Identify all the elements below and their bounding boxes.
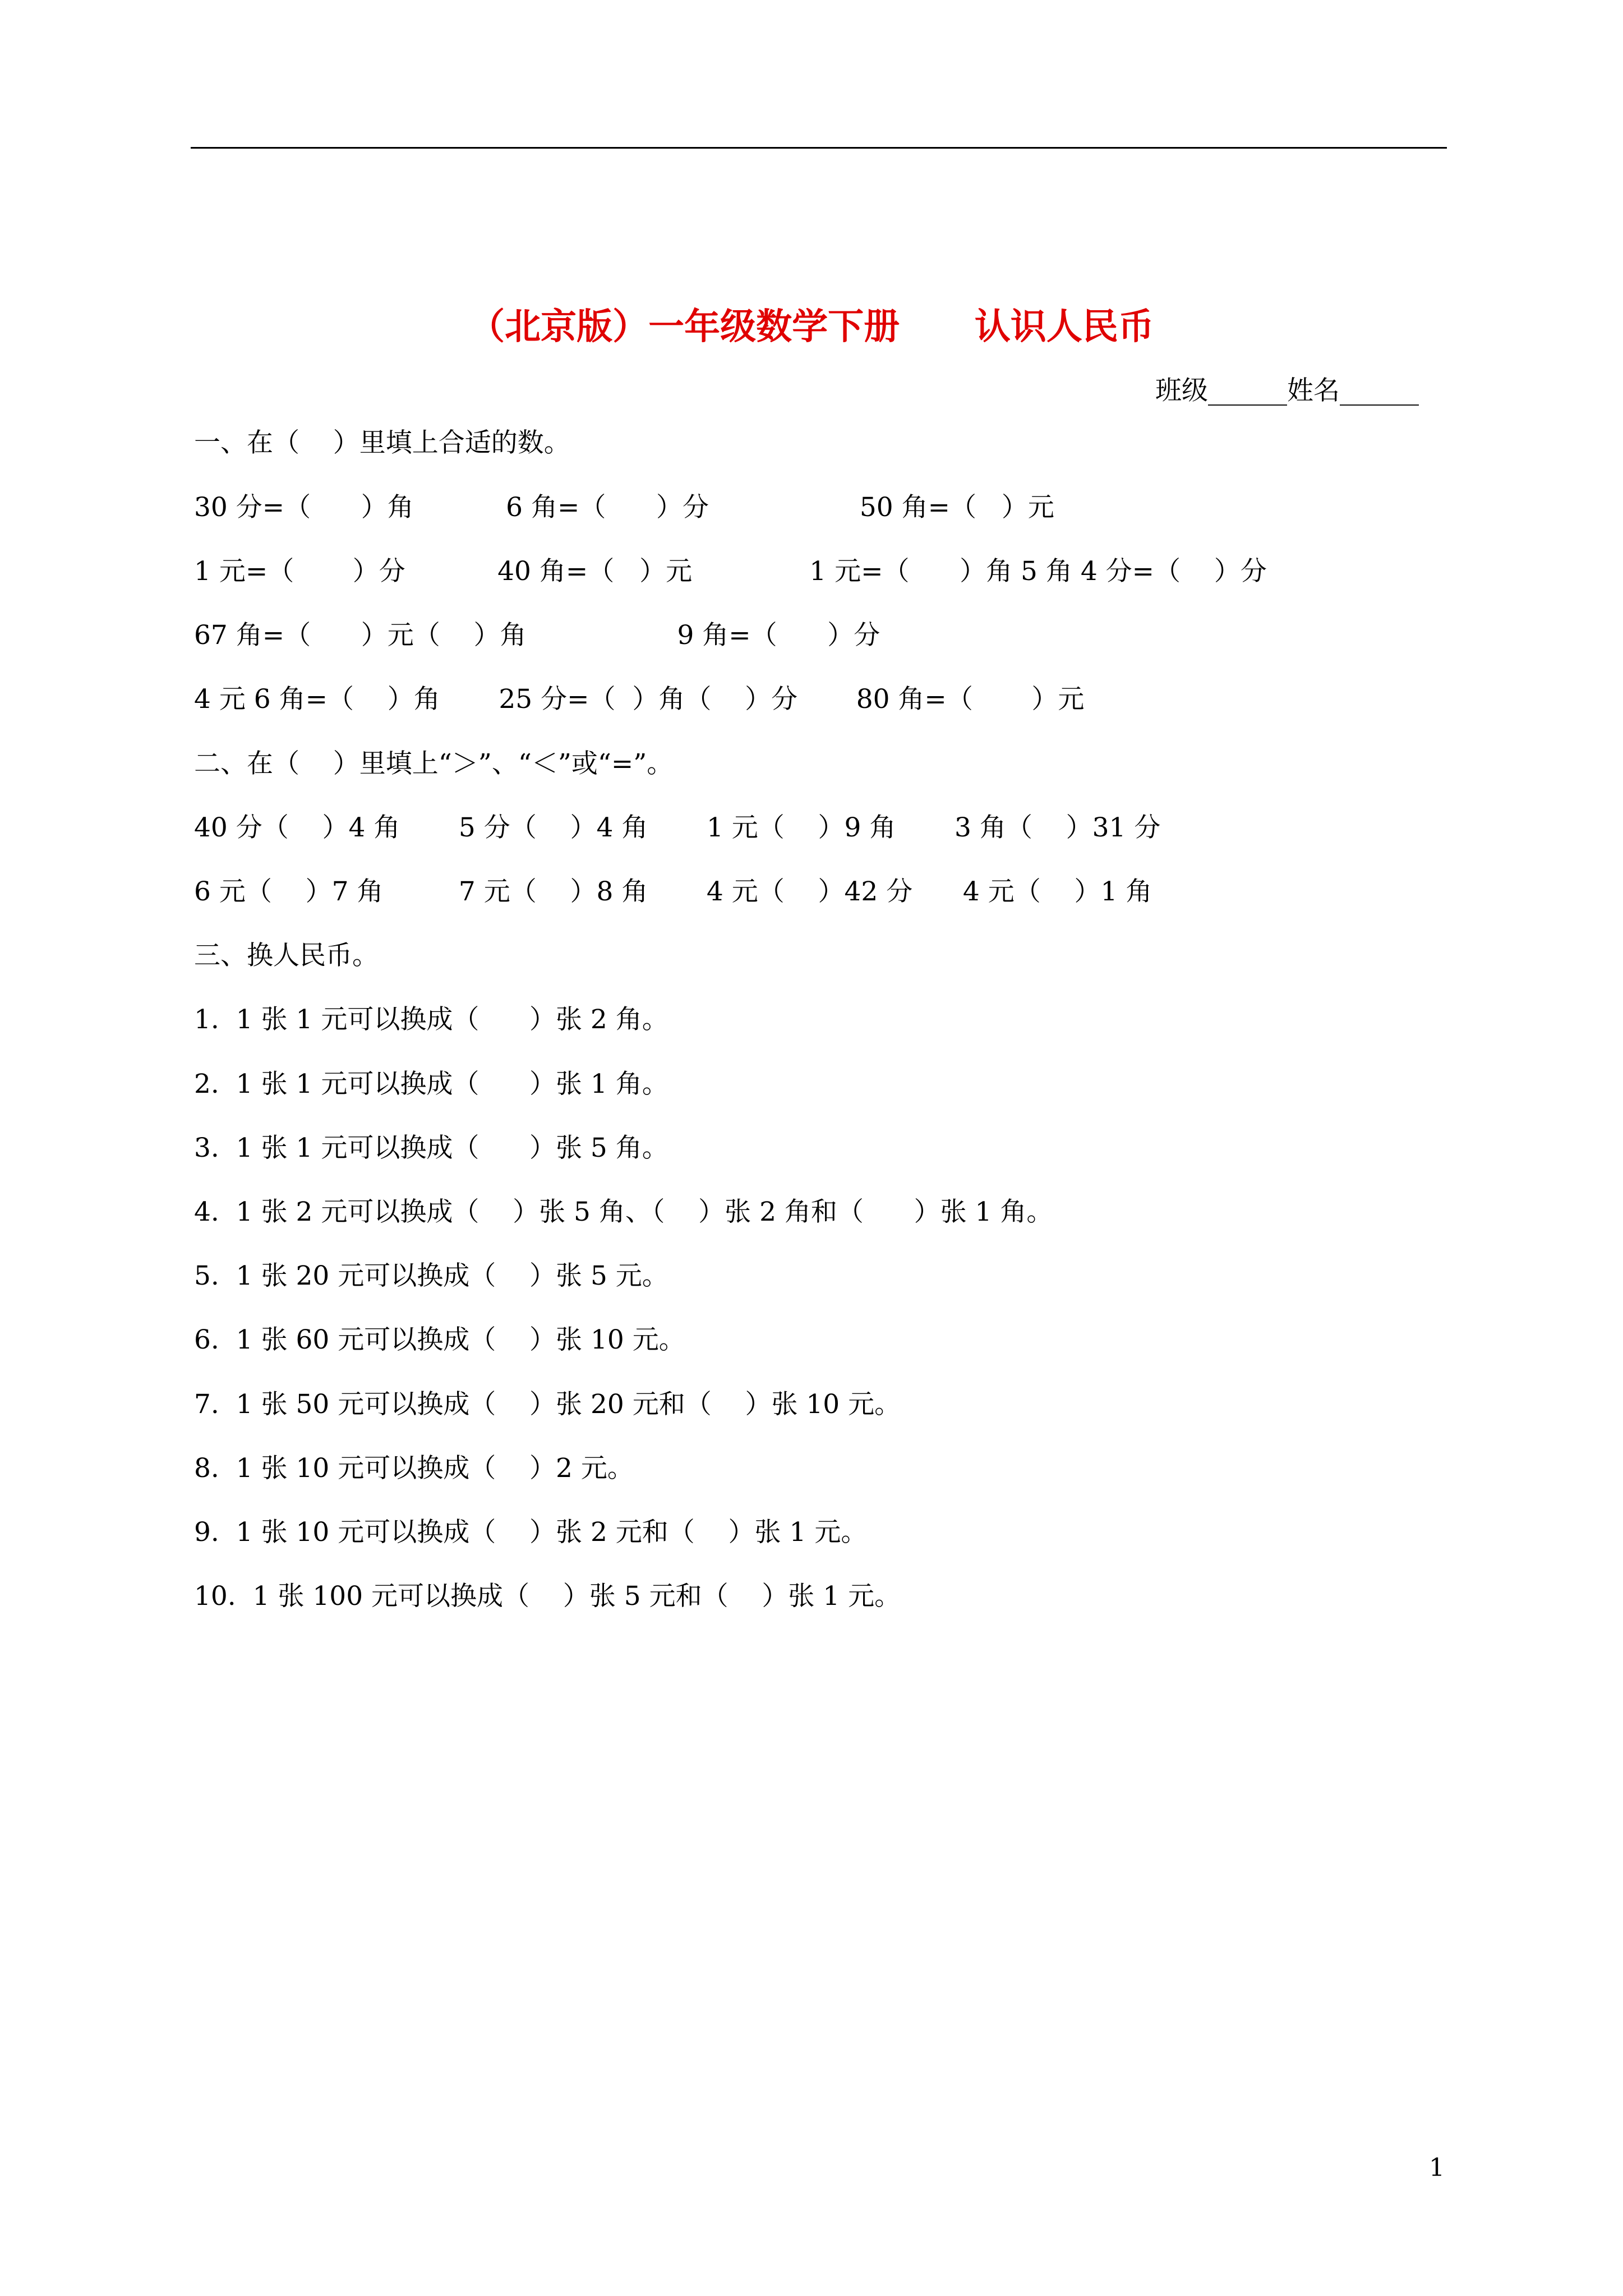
section-3-heading: 三、换人民币。 <box>194 940 379 971</box>
section-3-item: 7. 1 张 50 元可以换成（ ）张 20 元和（ ）张 10 元。 <box>194 1389 901 1420</box>
header-rule <box>191 147 1447 149</box>
section-3-item: 2. 1 张 1 元可以换成（ ）张 1 角。 <box>194 1069 668 1099</box>
section-1-row: 67 角=（ ）元（ ）角 9 角=（ ）分 <box>194 620 880 651</box>
page-number: 1 <box>1429 2154 1445 2182</box>
section-3-item: 1. 1 张 1 元可以换成（ ）张 2 角。 <box>194 1004 668 1035</box>
section-3-item: 4. 1 张 2 元可以换成（ ）张 5 角、（ ）张 2 角和（ ）张 1 角。 <box>194 1197 1053 1227</box>
section-3-item: 9. 1 张 10 元可以换成（ ）张 2 元和（ ）张 1 元。 <box>194 1517 868 1548</box>
section-2-row: 6 元（ ）7 角 7 元（ ）8 角 4 元（ ）42 分 4 元（ ）1 角 <box>194 876 1152 907</box>
section-3-item: 5. 1 张 20 元可以换成（ ）张 5 元。 <box>194 1260 668 1291</box>
section-3-item: 3. 1 张 1 元可以换成（ ）张 5 角。 <box>194 1133 668 1163</box>
section-3-item: 10. 1 张 100 元可以换成（ ）张 5 元和（ ）张 1 元。 <box>194 1581 901 1612</box>
section-1-row: 30 分=（ ）角 6 角=（ ）分 50 角=（ ）元 <box>194 492 1054 523</box>
class-name-line: 班级______姓名______ <box>1155 375 1419 406</box>
section-2-row: 40 分（ ）4 角 5 分（ ）4 角 1 元（ ）9 角 3 角（ ）31 分 <box>194 812 1161 843</box>
section-3-item: 8. 1 张 10 元可以换成（ ）2 元。 <box>194 1453 634 1484</box>
section-1-heading: 一、在（ ）里填上合适的数。 <box>194 427 570 458</box>
section-2-heading: 二、在（ ）里填上“＞”、“＜”或“=”。 <box>194 748 674 779</box>
section-3-item: 6. 1 张 60 元可以换成（ ）张 10 元。 <box>194 1324 685 1355</box>
section-1-row: 4 元 6 角=（ ）角 25 分=（ ）角（ ）分 80 角=（ ）元 <box>194 684 1085 715</box>
document-title: （北京版）一年级数学下册 认识人民币 <box>469 306 1154 348</box>
section-1-row: 1 元=（ ）分 40 角=（ ）元 1 元=（ ）角 5 角 4 分=（ ）分 <box>194 556 1267 587</box>
